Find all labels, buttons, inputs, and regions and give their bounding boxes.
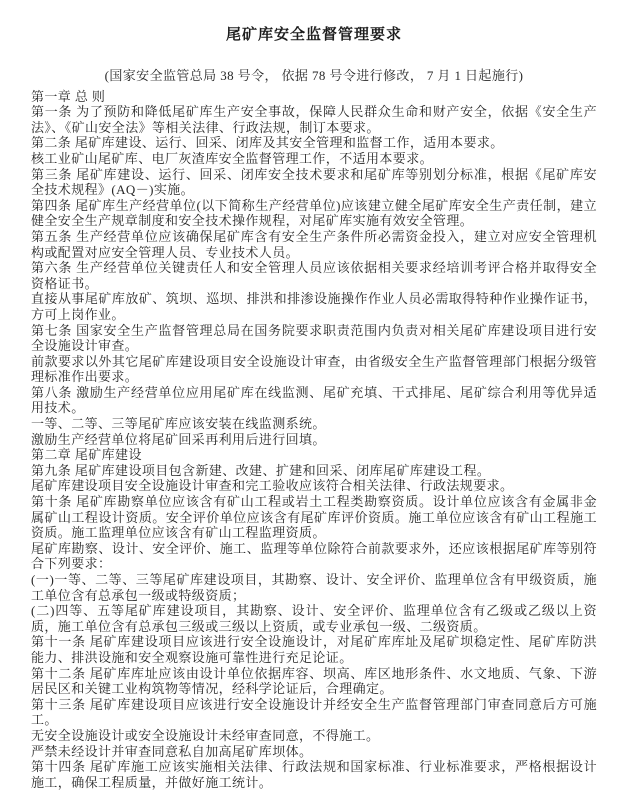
paragraph: 直接从事尾矿库放矿、筑坝、巡坝、排洪和排渗设施操作作业人员必需取得特种作业操作证书，方可上岗作业。 [31,291,597,322]
paragraph: 第十一条 尾矿库建设项目应该进行安全设施设计，对尾矿库库址及尾矿坝稳定性、尾矿库防洪能力、排洪设施和安全观察设施可靠性进行充足论证。 [31,634,597,665]
paragraph: (一)一等、二等、三等尾矿库建设项目，其勘察、设计、安全评价、监理单位含有甲级资质，施工单位含有总承包一级或特级资质； [31,572,597,603]
paragraph: 第三条 尾矿库建设、运行、回采、闭库安全技术要求和尾矿库等别划分标准，根据《尾矿库安全技术规程》(AQ－)实施。 [31,166,597,198]
paragraph: 第四条 尾矿库生产经营单位(以下简称生产经营单位)应该建立健全尾矿库安全生产责任制，建立健全安全生产规章制度和安全技术操作规程，对尾矿库实施有效安全管理。 [31,197,597,229]
chapter-heading: 第二章 尾矿库建设 [31,447,142,463]
paragraph: 第二条 尾矿库建设、运行、回采、闭库及其安全管理和监督工作，适用本要求。 [31,135,504,151]
paragraph: (二)四等、五等尾矿库建设项目，其勘察、设计、安全评价、监理单位含有乙级或乙级以上资质，施工单位含有总承包三级或三级以上资质，或专业承包一级、二级资质。 [31,603,597,634]
paragraph: 严禁未经设计并审查同意私自加高尾矿库坝体。 [31,743,313,759]
chapter-heading: 第一章 总 则 [31,88,106,104]
paragraph: 第五条 生产经营单位应该确保尾矿库含有安全生产条件所必需资金投入，建立对应安全管理机构或配置对应安全管理人员、专业技术人员。 [31,228,597,260]
paragraph: 第一条 为了预防和降低尾矿库生产安全事故，保障人民群众生命和财产安全，依据《安全生产法》、《矿山安全法》等相关法律、行政法规，制订本要求。 [31,104,597,135]
paragraph: 第十二条 尾矿库库址应该由设计单位依据库容、坝高、库区地形条件、水文地质、气象、下游居民区和关键工业构筑物等情况，经科学论证后，合理确定。 [31,665,597,697]
paragraph: 尾矿库勘察、设计、安全评价、施工、监理等单位除符合前款要求外，还应该根据尾矿库等别符合下列要求： [31,540,597,572]
decree-note: (国家安全监管总局 38 号令， 依据 78 号令进行修改， 7 月 1 日起施行) [104,68,524,83]
paragraph: 一等、二等、三等尾矿库应该安装在线监测系统。 [31,416,326,432]
paragraph: 尾矿库建设项目安全设施设计审查和完工验收应该符合相关法律、行政法规要求。 [31,478,514,494]
paragraph: 第十三条 尾矿库建设项目应该进行安全设施设计并经安全生产监督管理部门审查同意后方可施工。 [31,696,597,728]
paragraph: 第九条 尾矿库建设项目包含新建、改建、扩建和回采、闭库尾矿库建设工程。 [31,462,491,478]
paragraph: 第十四条 尾矿库施工应该实施相关法律、行政法规和国家标准、行业标准要求，严格根据设计施工，确保工程质量，并做好施工统计。 [31,759,597,790]
paragraph: 第七条 国家安全生产监督管理总局在国务院要求职责范围内负责对相关尾矿库建设项目进行安全设施设计审查。 [31,322,597,354]
paragraph: 第八条 激励生产经营单位应用尾矿库在线监测、尾矿充填、干式排尾、尾矿综合利用等优异适用技术。 [31,384,597,416]
document-body [31,68,597,790]
document-title: 尾矿库安全监督管理要求 [225,27,402,43]
paragraph: 第六条 生产经营单位关键责任人和安全管理人员应该依据相关要求经培训考评合格并取得安全资格证书。 [31,260,597,291]
paragraph: 激励生产经营单位将尾矿回采再利用后进行回填。 [31,431,326,447]
paragraph: 第十条 尾矿库勘察单位应该含有矿山工程或岩土工程类勘察资质。设计单位应该含有金属非金属矿山工程设计资质。安全评价单位应该含有尾矿库评价资质。施工单位应该含有矿山工程施工资质。施工监理单位应该含有矿山工程监理资质。 [31,494,597,541]
paragraph: 无安全设施设计或安全设施设计未经审查同意，不得施工。 [31,727,380,743]
paragraph: 前款要求以外其它尾矿库建设项目安全设施设计审查，由省级安全生产监督管理部门根据分级管理标准作出要求。 [31,353,597,385]
paragraph: 核工业矿山尾矿库、电厂灰渣库安全监督管理工作，不适用本要求。 [31,150,434,166]
